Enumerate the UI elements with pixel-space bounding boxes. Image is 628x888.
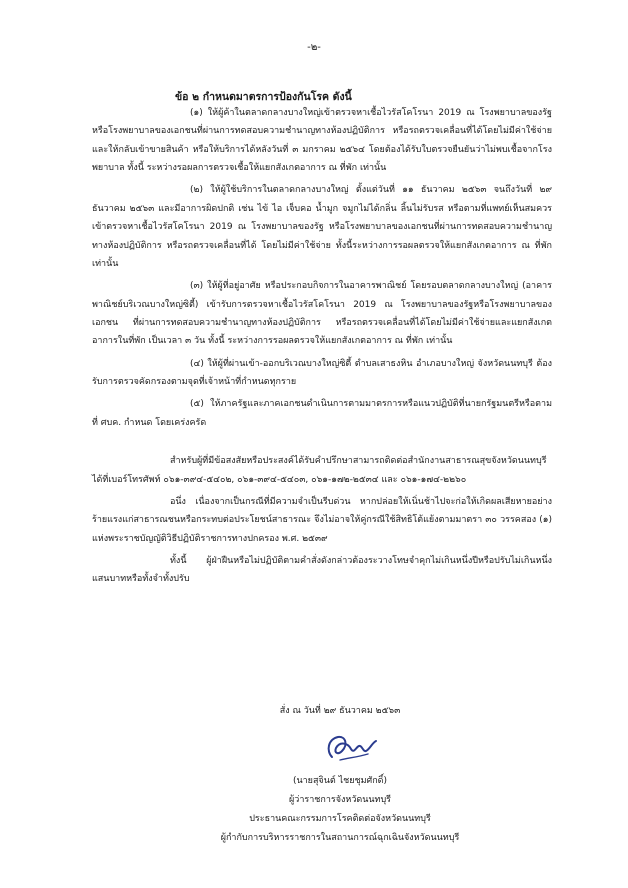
signer-title-governor: ผู้ว่าราชการจังหวัดนนทบุรี [289, 795, 391, 805]
penalty-paragraph: ทั้งนี้ ผู้ฝ่าฝืนหรือไม่ปฏิบัติตามคำสั่งดังกล่าวต้องระวางโทษจำคุกไม่เกินหนึ่งปีหรือปรับไม่เกินหนึ่งแสนบาทหรือทั้งจำทั้งปรับ [92, 555, 552, 585]
clause-1: (๑) ให้ผู้ค้าในตลาดกลางบางใหญ่เข้าตรวจหาเชื้อไวรัสโคโรนา 2019 ณ โรงพยาบาลของรัฐหรือโรงพยาบาลของเอกชนที่ผ่านการทดสอบความชำนาญทางห้องปฏิบัติการ หรือรถตรวจเคลื่อนที่ได้โดยไม่มีค่าใช้จ่าย และให้กลับเข้าขายสินค้า หรือให้บริการได้หลังวันที่ ๓ มกราคม ๒๕๖๔ โดยต้องได้รับใบตรวจยืนยันว่าไม่พบเชื้อจากโรงพยาบาล ทั้งนี้ ระหว่างรอผลการตรวจเชื้อให้แยกสังเกตอาการ ณ ที่พัก เท่านั้น [92, 108, 552, 174]
document-body [92, 104, 552, 592]
page-number: -๒- [307, 42, 321, 53]
order-date: สั่ง ณ วันที่ ๒๙ ธันวาคม ๒๕๖๓ [279, 706, 401, 716]
clause-5: (๕) ให้ภาครัฐและภาคเอกชนดำเนินการตามมาตรการหรือแนวปฏิบัติที่นายกรัฐมนตรีหรือตามที่ ศบค. กำหนด โดยเคร่งครัด [92, 399, 552, 428]
signer-title-committee: ประธานคณะกรรมการโรคติดต่อจังหวัดนนทบุรี [249, 814, 431, 824]
clause-4: (๔) ให้ผู้ที่ผ่านเข้า-ออกบริเวณบางใหญ่ซิตี้ ตำบลเสาธงหิน อำเภอบางใหญ่ จังหวัดนนทบุรี ต้องรับการตรวจคัดกรองตามจุดที่เจ้าหน้าที่กำหนดทุกราย [92, 358, 552, 388]
signer-name: (นายสุจินต์ ไชยชุมศักดิ์) [292, 776, 388, 786]
urgency-paragraph: อนึ่ง เนื่องจากเป็นกรณีที่มีความจำเป็นรีบด่วน หากปล่อยให้เนิ่นช้าไปจะก่อให้เกิดผลเสียหายอย่างร้ายแรงแก่สาธารณชนหรือกระทบต่อประโยชน์สาธารณะ จึงไม่อาจให้คู่กรณีใช้สิทธิโต้แย้งตามมาตรา ๓๐ วรรคสอง (๑) แห่งพระราชบัญญัติวิธีปฏิบัติราชการทางปกครอง พ.ศ. ๒๕๓๙ [92, 496, 552, 544]
clause-2: (๒) ให้ผู้ใช้บริการในตลาดกลางบางใหญ่ ตั้งแต่วันที่ ๑๑ ธันวาคม ๒๕๖๓ จนถึงวันที่ ๒๙ ธันวาคม ๒๕๖๓ และมีอาการผิดปกติ เช่น ไข้ ไอ เจ็บคอ น้ำมูก จมูกไม่ได้กลิ่น ลิ้นไม่รับรส หรือตามที่แพทย์เห็นสมควร เข้าตรวจหาเชื้อไวรัสโคโรนา 2019 ณ โรงพยาบาลของรัฐ หรือโรงพยาบาลของเอกชนที่ผ่านการทดสอบความชำนาญทางห้องปฏิบัติการ หรือรถตรวจเคลื่อนที่ได้ โดยไม่มีค่าใช้จ่าย ทั้งนี้ระหว่างการรอผลตรวจให้แยกสังเกตอาการ ณ ที่พัก เท่านั้น [92, 185, 552, 270]
signer-title-emergency: ผู้กำกับการบริหารราชการในสถานการณ์ฉุกเฉินจังหวัดนนทบุรี [220, 833, 460, 843]
section-heading: ข้อ ๒ กำหนดมาตรการป้องกันโรค ดังนี้ [175, 91, 352, 103]
clause-3: (๓) ให้ผู้ที่อยู่อาศัย หรือประกอบกิจการในอาคารพาณิชย์ โดยรอบตลาดกลางบางใหญ่ (อาคารพาณิชย์บริเวณบางใหญ่ซิตี้) เข้ารับการตรวจหาเชื้อไวรัสโคโรนา 2019 ณ โรงพยาบาลของรัฐหรือโรงพยาบาลของเอกชน ที่ผ่านการทดสอบความชำนาญทางห้องปฏิบัติการ หรือรถตรวจเคลื่อนที่ได้โดยไม่มีค่าใช้จ่ายและแยกสังเกตอาการในที่พัก เป็นเวลา ๓ วัน ทั้งนี้ ระหว่างการรอผลตรวจให้แยกสังเกตอาการ ณ ที่พัก เท่านั้น [92, 281, 552, 347]
handwritten-signature [318, 727, 380, 767]
contact-paragraph: สำหรับผู้ที่มีข้อสงสัยหรือประสงค์ได้รับคำปรึกษาสามารถติดต่อสำนักงานสาธารณสุขจังหวัดนนทบุรี ได้ที่เบอร์โทรศัพท์ ๐๖๑-๓๙๔-๕๔๐๒, ๐๖๑-๓๙๔-๕๔๐๓, ๐๖๑-๑๗๒-๒๕๓๔ และ ๐๖๑-๑๗๔-๒๒๖๐ [92, 456, 547, 485]
